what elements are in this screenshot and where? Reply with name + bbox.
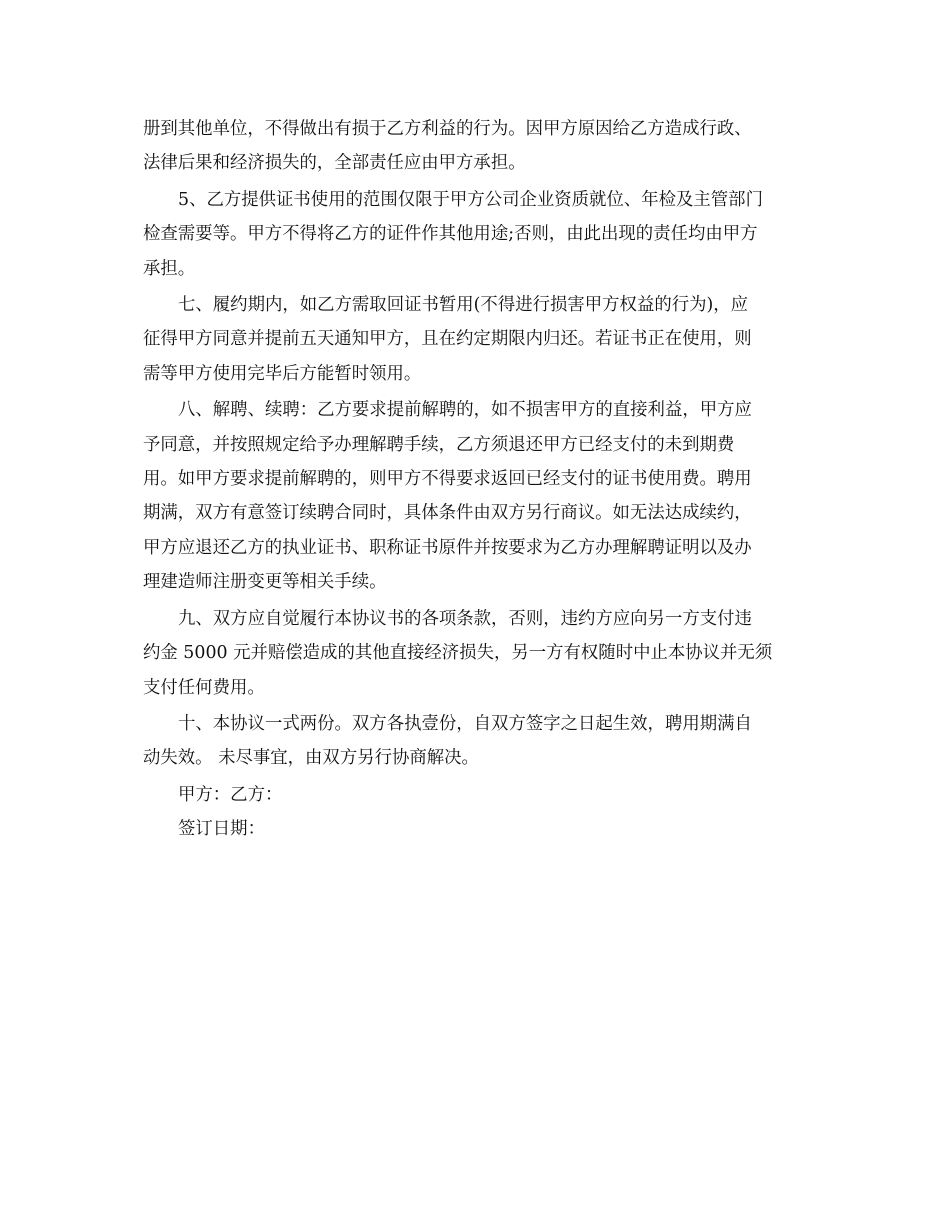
paragraph-clause-9 (143, 602, 808, 705)
paragraph-continuation (143, 112, 808, 181)
text-line: 5、乙方提供证书使用的范围仅限于甲方公司企业资质就位、年检及主管部门 (178, 189, 763, 210)
paragraph-clause-7 (143, 288, 808, 391)
text-line: 承担。 (143, 258, 196, 279)
paragraph-clause-5 (143, 183, 808, 286)
text-line: 甲方应退还乙方的执业证书、职称证书原件并按要求为乙方办理解聘证明以及办 (143, 537, 752, 558)
paragraph-clause-10 (143, 707, 808, 776)
text-line: 期满，双方有意签订续聘合同时，具体条件由双方另行商议。如无法达成续约， (143, 503, 752, 524)
text-line: 动失效。 未尽事宜，由双方另行协商解决。 (143, 748, 479, 769)
text-line: 用。如甲方要求提前解聘的，则甲方不得要求返回已经支付的证书使用费。聘用 (143, 469, 752, 490)
paragraph-clause-8 (143, 393, 808, 599)
text-line: 七、履约期内，如乙方需取回证书暂用(不得进行损害甲方权益的行为)，应 (178, 295, 749, 316)
text-line: 征得甲方同意并提前五天通知甲方，且在约定期限内归还。若证书正在使用，则 (143, 329, 752, 350)
document-body (143, 112, 808, 847)
date-line: 签订日期： (178, 819, 265, 840)
text-line: 法律后果和经济损失的，全部责任应由甲方承担。 (143, 153, 526, 174)
text-line: 八、解聘、续聘：乙方要求提前解聘的，如不损害甲方的直接利益，甲方应 (178, 400, 752, 421)
text-line: 支付任何费用。 (143, 677, 265, 698)
text-line: 检查需要等。甲方不得将乙方的证件作其他用途;否则，由此出现的责任均由甲方 (143, 224, 758, 245)
text-line: 约金 5000 元并赔偿造成的其他直接经济损失，另一方有权随时中止本协议并无须 (143, 643, 773, 664)
signature-line: 甲方：乙方： (178, 784, 283, 805)
text-line: 九、双方应自觉履行本协议书的各项条款，否则，违约方应向另一方支付违 (178, 608, 752, 629)
text-line: 册到其他单位，不得做出有损于乙方利益的行为。因甲方原因给乙方造成行政、 (143, 119, 752, 139)
text-line: 予同意，并按照规定给予办理解聘手续，乙方须退还甲方已经支付的未到期费 (143, 434, 735, 455)
text-line: 需等甲方使用完毕后方能暂时领用。 (143, 363, 422, 384)
text-line: 理建造师注册变更等相关手续。 (143, 572, 387, 593)
text-line: 十、本协议一式两份。双方各执壹份，自双方签字之日起生效，聘用期满自 (178, 713, 752, 734)
